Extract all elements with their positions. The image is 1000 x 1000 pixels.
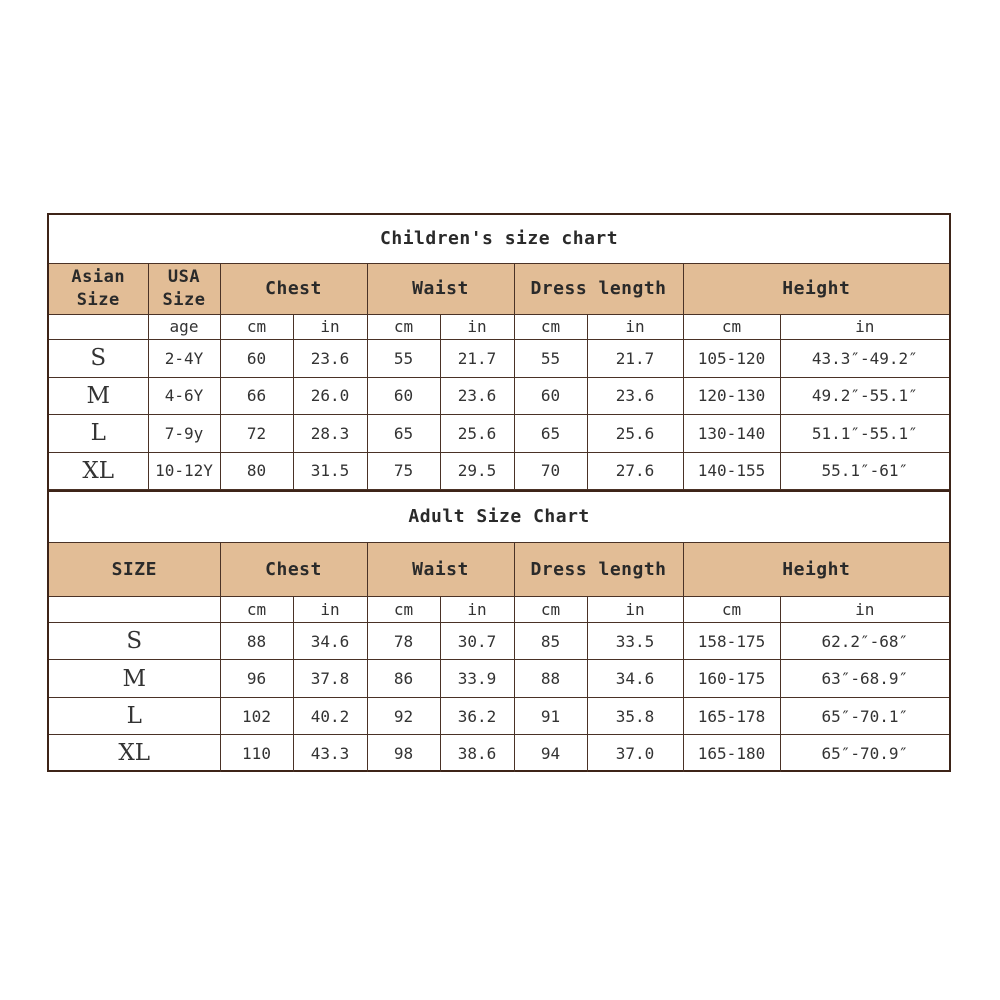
height-cm-value: 158-175 (683, 623, 780, 660)
chest-in-value: 31.5 (293, 452, 367, 489)
height-in-value: 43.3″-49.2″ (780, 339, 949, 377)
unit-height-cm: cm (683, 597, 780, 623)
size-label: L (49, 698, 220, 735)
dress-in-value: 34.6 (587, 660, 683, 698)
adult-title-row (49, 491, 949, 543)
dress-length-header: Dress length (514, 543, 683, 597)
adult-unit-row (49, 597, 949, 623)
waist-cm-value: 75 (367, 452, 440, 489)
table-row (49, 339, 949, 377)
chest-cm-value: 88 (220, 623, 293, 660)
unit-chest-in: in (293, 314, 367, 339)
table-row (49, 452, 949, 489)
waist-cm-value: 92 (367, 698, 440, 735)
height-in-value: 62.2″-68″ (780, 623, 949, 660)
dress-cm-value: 70 (514, 452, 587, 489)
unit-chest-cm: cm (220, 314, 293, 339)
chest-cm-value: 66 (220, 377, 293, 414)
unit-waist-cm: cm (367, 597, 440, 623)
size-label: S (49, 623, 220, 660)
height-header: Height (683, 263, 949, 314)
children-title-row (49, 215, 949, 263)
waist-in-value: 38.6 (440, 735, 514, 772)
height-cm-value: 130-140 (683, 414, 780, 452)
dress-length-header: Dress length (514, 263, 683, 314)
size-label: S (49, 339, 148, 377)
table-row (49, 698, 949, 735)
usa-size-header-line-1: USA (167, 266, 201, 287)
chest-cm-value: 110 (220, 735, 293, 772)
dress-in-value: 21.7 (587, 339, 683, 377)
chest-cm-value: 96 (220, 660, 293, 698)
size-label: M (49, 660, 220, 698)
dress-cm-value: 91 (514, 698, 587, 735)
height-in-value: 65″-70.9″ (780, 735, 949, 772)
waist-in-value: 29.5 (440, 452, 514, 489)
unit-blank (49, 597, 220, 623)
waist-cm-value: 65 (367, 414, 440, 452)
adult-chart-title: Adult Size Chart (49, 491, 949, 543)
children-header-row (49, 263, 949, 314)
asian-size-header-line-1: Asian (71, 266, 126, 287)
size-label: XL (49, 735, 220, 772)
chest-cm-value: 72 (220, 414, 293, 452)
size-header: SIZE (49, 543, 220, 597)
asian-size-header-line-2: Size (76, 289, 120, 310)
waist-header: Waist (367, 263, 514, 314)
size-chart-frame (47, 213, 951, 772)
height-in-value: 63″-68.9″ (780, 660, 949, 698)
chest-cm-value: 80 (220, 452, 293, 489)
dress-in-value: 35.8 (587, 698, 683, 735)
unit-dress-in: in (587, 314, 683, 339)
waist-cm-value: 60 (367, 377, 440, 414)
table-row (49, 660, 949, 698)
children-unit-row (49, 314, 949, 339)
height-header: Height (683, 543, 949, 597)
height-in-value: 55.1″-61″ (780, 452, 949, 489)
unit-dress-cm: cm (514, 314, 587, 339)
waist-in-value: 30.7 (440, 623, 514, 660)
unit-age: age (148, 314, 220, 339)
adult-size-table (49, 490, 949, 772)
table-row (49, 377, 949, 414)
adult-header-row (49, 543, 949, 597)
unit-height-cm: cm (683, 314, 780, 339)
unit-waist-cm: cm (367, 314, 440, 339)
dress-cm-value: 85 (514, 623, 587, 660)
unit-chest-cm: cm (220, 597, 293, 623)
chest-header: Chest (220, 263, 367, 314)
chest-in-value: 23.6 (293, 339, 367, 377)
size-label: XL (49, 452, 148, 489)
waist-in-value: 23.6 (440, 377, 514, 414)
chest-header: Chest (220, 543, 367, 597)
dress-in-value: 37.0 (587, 735, 683, 772)
height-in-value: 65″-70.1″ (780, 698, 949, 735)
chest-in-value: 40.2 (293, 698, 367, 735)
age-value: 4-6Y (148, 377, 220, 414)
waist-in-value: 25.6 (440, 414, 514, 452)
age-value: 10-12Y (148, 452, 220, 489)
height-cm-value: 140-155 (683, 452, 780, 489)
dress-cm-value: 65 (514, 414, 587, 452)
chest-in-value: 34.6 (293, 623, 367, 660)
dress-in-value: 27.6 (587, 452, 683, 489)
waist-cm-value: 86 (367, 660, 440, 698)
unit-waist-in: in (440, 597, 514, 623)
height-cm-value: 120-130 (683, 377, 780, 414)
chest-cm-value: 102 (220, 698, 293, 735)
table-row (49, 623, 949, 660)
waist-cm-value: 98 (367, 735, 440, 772)
waist-cm-value: 78 (367, 623, 440, 660)
children-size-table (49, 215, 949, 490)
dress-cm-value: 55 (514, 339, 587, 377)
dress-cm-value: 88 (514, 660, 587, 698)
waist-in-value: 36.2 (440, 698, 514, 735)
waist-cm-value: 55 (367, 339, 440, 377)
chest-in-value: 43.3 (293, 735, 367, 772)
height-in-value: 49.2″-55.1″ (780, 377, 949, 414)
age-value: 7-9y (148, 414, 220, 452)
dress-cm-value: 60 (514, 377, 587, 414)
dress-in-value: 25.6 (587, 414, 683, 452)
chest-in-value: 26.0 (293, 377, 367, 414)
waist-in-value: 21.7 (440, 339, 514, 377)
children-chart-title: Children's size chart (49, 215, 949, 263)
dress-in-value: 23.6 (587, 377, 683, 414)
waist-in-value: 33.9 (440, 660, 514, 698)
chest-in-value: 37.8 (293, 660, 367, 698)
unit-height-in: in (780, 314, 949, 339)
age-value: 2-4Y (148, 339, 220, 377)
unit-dress-cm: cm (514, 597, 587, 623)
height-cm-value: 165-178 (683, 698, 780, 735)
usa-size-header-line-2: Size (162, 289, 206, 310)
waist-header: Waist (367, 543, 514, 597)
unit-blank (49, 314, 148, 339)
height-cm-value: 160-175 (683, 660, 780, 698)
dress-in-value: 33.5 (587, 623, 683, 660)
chest-in-value: 28.3 (293, 414, 367, 452)
usa-size-header (148, 263, 220, 314)
chest-cm-value: 60 (220, 339, 293, 377)
unit-height-in: in (780, 597, 949, 623)
table-row (49, 414, 949, 452)
size-label: M (49, 377, 148, 414)
asian-size-header (49, 263, 148, 314)
size-label: L (49, 414, 148, 452)
unit-chest-in: in (293, 597, 367, 623)
dress-cm-value: 94 (514, 735, 587, 772)
height-cm-value: 105-120 (683, 339, 780, 377)
unit-waist-in: in (440, 314, 514, 339)
unit-dress-in: in (587, 597, 683, 623)
height-cm-value: 165-180 (683, 735, 780, 772)
table-row (49, 735, 949, 772)
height-in-value: 51.1″-55.1″ (780, 414, 949, 452)
